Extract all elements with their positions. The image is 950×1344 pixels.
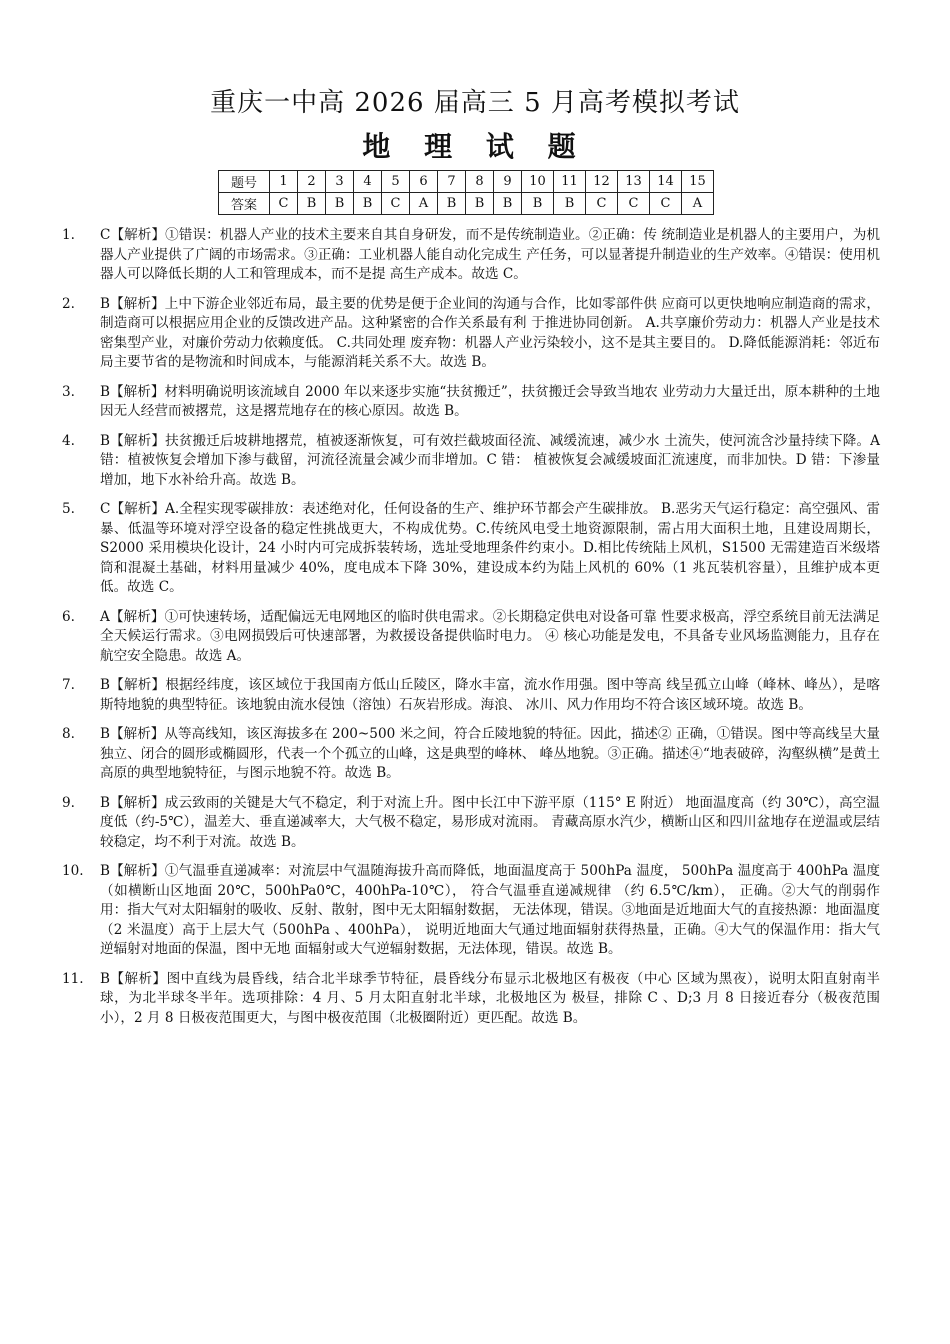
question-number-cell: 10 [522, 171, 554, 193]
answer-table-number-row [219, 171, 714, 193]
item-number: 2. [62, 295, 75, 312]
question-number-cell: 4 [354, 171, 382, 193]
item-number: 8. [62, 726, 75, 742]
item-number: 11. [62, 970, 84, 987]
answer-cell: B [522, 193, 554, 215]
question-number-cell: 11 [554, 171, 586, 193]
question-number-cell: 7 [438, 171, 466, 193]
page-title: 重庆一中高 2026 届高三 5 月高考模拟考试 [210, 88, 740, 118]
explanation-item-11 [62, 970, 880, 1029]
answer-cell: B [466, 193, 494, 215]
item-text: B【解析】材料明确说明该流域自 2000 年以来逐步实施“扶贫搬迁”，扶贫搬迁会导致当地农 业劳动力大量迁出，原本耕种的土地因无人经营而被撂荒，这是撂荒地存在的核心原因。故选 B。 [100, 383, 880, 419]
question-number-cell: 3 [326, 171, 354, 193]
question-number-cell: 6 [410, 171, 438, 193]
question-number-cell: 15 [682, 171, 714, 193]
question-number-cell: 12 [586, 171, 618, 193]
item-text: B【解析】成云致雨的关键是大气不稳定，利于对流上升。图中长江中下游平原（115° E 附近） 地面温度高（约 30℃），高空温度低（约-5℃），温差大、垂直递减率大，大气极不稳定，易形成对流雨。 青藏高原水汽少，横断山区和四川盆地存在逆温或层结较稳定，均不利于对流。故选 B。 [100, 794, 880, 850]
explanation-item-3 [62, 383, 880, 422]
item-text: B【解析】根据经纬度，该区域位于我国南方低山丘陵区，降水丰富，流水作用强。图中等高 线呈孤立山峰（峰林、峰丛），是喀斯特地貌的典型特征。该地貌由流水侵蚀（溶蚀）石灰岩形成。海浪、 冰川、风力作用均不符合该区域环境。故选 B。 [100, 677, 880, 713]
explanation-item-4 [62, 432, 880, 491]
explanation-item-5 [62, 500, 880, 598]
item-number: 1. [62, 227, 75, 243]
answer-cell: C [650, 193, 682, 215]
explanation-item-1 [62, 226, 880, 285]
item-number: 5. [62, 501, 75, 517]
item-number: 7. [62, 677, 75, 693]
question-number-cell: 5 [382, 171, 410, 193]
answer-cell: C [586, 193, 618, 215]
question-number-cell: 8 [466, 171, 494, 193]
explanation-item-7 [62, 676, 880, 715]
explanation-item-6 [62, 608, 880, 667]
answer-cell: B [354, 193, 382, 215]
answer-cell: C [382, 193, 410, 215]
answer-cell: C [270, 193, 298, 215]
answer-cell: A [682, 193, 714, 215]
answer-cell: B [494, 193, 522, 215]
item-text: B【解析】从等高线知，该区海拔多在 200~500 米之间，符合丘陵地貌的特征。因此，描述② 正确，①错误。图中等高线呈大量独立、闭合的圆形或椭圆形，代表一个个孤立的山峰，这是典型的峰林、 峰丛地貌。③正确。描述④“地表破碎，沟壑纵横”是黄土高原的典型地貌特征，与图示地貌不符。故选 B。 [100, 726, 880, 781]
explanation-list [62, 226, 880, 1038]
answer-table-answer-row [219, 193, 714, 215]
item-text: C【解析】①错误：机器人产业的技术主要来自其自身研发，而不是传统制造业。②正确：传 统制造业是机器人的主要用户，为机器人产业提供了广阔的市场需求。③正确：工业机器人能自动化完成生 产任务，可以显著提升制造业的生产效率。④错误：使用机器人可以降低长期的人工和管理成本，而不是提 高生产成本。故选 C。 [100, 227, 880, 282]
item-text: B【解析】图中直线为晨昏线，结合北半球季节特征，晨昏线分布显示北极地区有极夜（中心 区域为黑夜），说明太阳直射南半球，为北半球冬半年。选项排除：4 月、5 月太阳直射北半球，北极地区为 极昼，排除 C 、D;3 月 8 日接近春分（极夜范围小），2 月 8 日极夜范围更大，与图中极夜范围（北极圈附近）更匹配。故选 B。 [100, 970, 880, 1026]
explanation-item-10 [62, 862, 880, 960]
item-number: 6. [62, 608, 75, 625]
answer-cell: B [438, 193, 466, 215]
item-text: B【解析】①气温垂直递减率：对流层中气温随海拔升高而降低，地面温度高于 500hPa 温度， 500hPa 温度高于 400hPa 温度（如横断山区地面 20℃，500hPa0℃，400hPa-10℃）， 符合气温垂直递减规律 （约 6.5℃/km）， 正确。②大气的削弱作用：指大气对太阳辐射的吸收、反射、散射，图中无太阳辐射数据， 无法体现，错误。③地面是近地面大气的直接热源：地面温度（2 米温度）高于上层大气（500hPa 、400hPa）， 说明近地面大气通过地面辐射获得热量，正确。④大气的保温作用：指大气逆辐射对地面的保温，图中无地 面辐射或大气逆辐射数据，无法体现，错误。故选 B。 [100, 863, 880, 957]
item-text: A【解析】①可快速转场，适配偏远无电网地区的临时供电需求。②长期稳定供电对设备可靠 性要求极高，浮空系统目前无法满足全天候运行需求。③电网损毁后可快速部署，为救援设备提供临时电力。 ④ 核心功能是发电，不具备专业风场监测能力，且存在航空安全隐患。故选 A。 [100, 608, 880, 664]
answer-table-answer-label: 答案 [219, 193, 270, 215]
question-number-cell: 2 [298, 171, 326, 193]
explanation-item-2 [62, 295, 880, 373]
item-number: 9. [62, 794, 75, 811]
item-text: B【解析】上中下游企业邻近布局，最主要的优势是便于企业间的沟通与合作，比如零部件供 应商可以更快地响应制造商的需求，制造商可以根据应用企业的反馈改进产品。这种紧密的合作关系最有利 于推进协同创新。 A.共享廉价劳动力：机器人产业是技术密集型产业，对廉价劳动力依赖度低。 C.共同处理 废弃物：机器人产业污染较小，这不是其主要目的。 D.降低能源消耗：邻近布局主要节省的是物流和时间成本，与能源消耗关系不大。故选 B。 [100, 295, 880, 370]
item-text: B【解析】扶贫搬迁后坡耕地撂荒，植被逐渐恢复，可有效拦截坡面径流、减缓流速，减少水 土流失，使河流含沙量持续下降。A 错：植被恢复会增加下渗与截留，河流径流量会减少而非增加。C 错： 植被恢复会减缓坡面汇流速度，而非加快。D 错：下渗量增加，地下水补给升高。故选 B。 [100, 432, 880, 488]
question-number-cell: 13 [618, 171, 650, 193]
explanation-item-8 [62, 725, 880, 784]
question-number-cell: 14 [650, 171, 682, 193]
item-number: 10. [62, 863, 84, 879]
answer-cell: C [618, 193, 650, 215]
answer-cell: B [326, 193, 354, 215]
item-number: 3. [62, 383, 75, 400]
question-number-cell: 9 [494, 171, 522, 193]
answer-cell: B [554, 193, 586, 215]
answer-table-number-label: 题号 [219, 171, 270, 193]
answer-cell: B [298, 193, 326, 215]
answer-cell: A [410, 193, 438, 215]
page-subtitle: 地 理 试 题 [362, 130, 588, 163]
item-number: 4. [62, 432, 75, 449]
explanation-item-9 [62, 794, 880, 853]
answer-table [218, 170, 714, 215]
question-number-cell: 1 [270, 171, 298, 193]
item-text: C【解析】A.全程实现零碳排放：表述绝对化，任何设备的生产、维护环节都会产生碳排放。 B.恶劣天气运行稳定：高空强风、雷暴、低温等环境对浮空设备的稳定性挑战更大，不构成优势。C.传统风电受土地资源限制，需占用大面积土地，且建设周期长，S2000 采用模块化设计，24 小时内可完成拆装转场，选址受地理条件约束小。D.相比传统陆上风机，S1500 无需建造百米级塔筒和混凝土基础，材料用量减少 40%，度电成本下降 30%，建设成本约为陆上风机的 60%（1 兆瓦装机容量），且维护成本更低。故选 C。 [100, 501, 880, 595]
